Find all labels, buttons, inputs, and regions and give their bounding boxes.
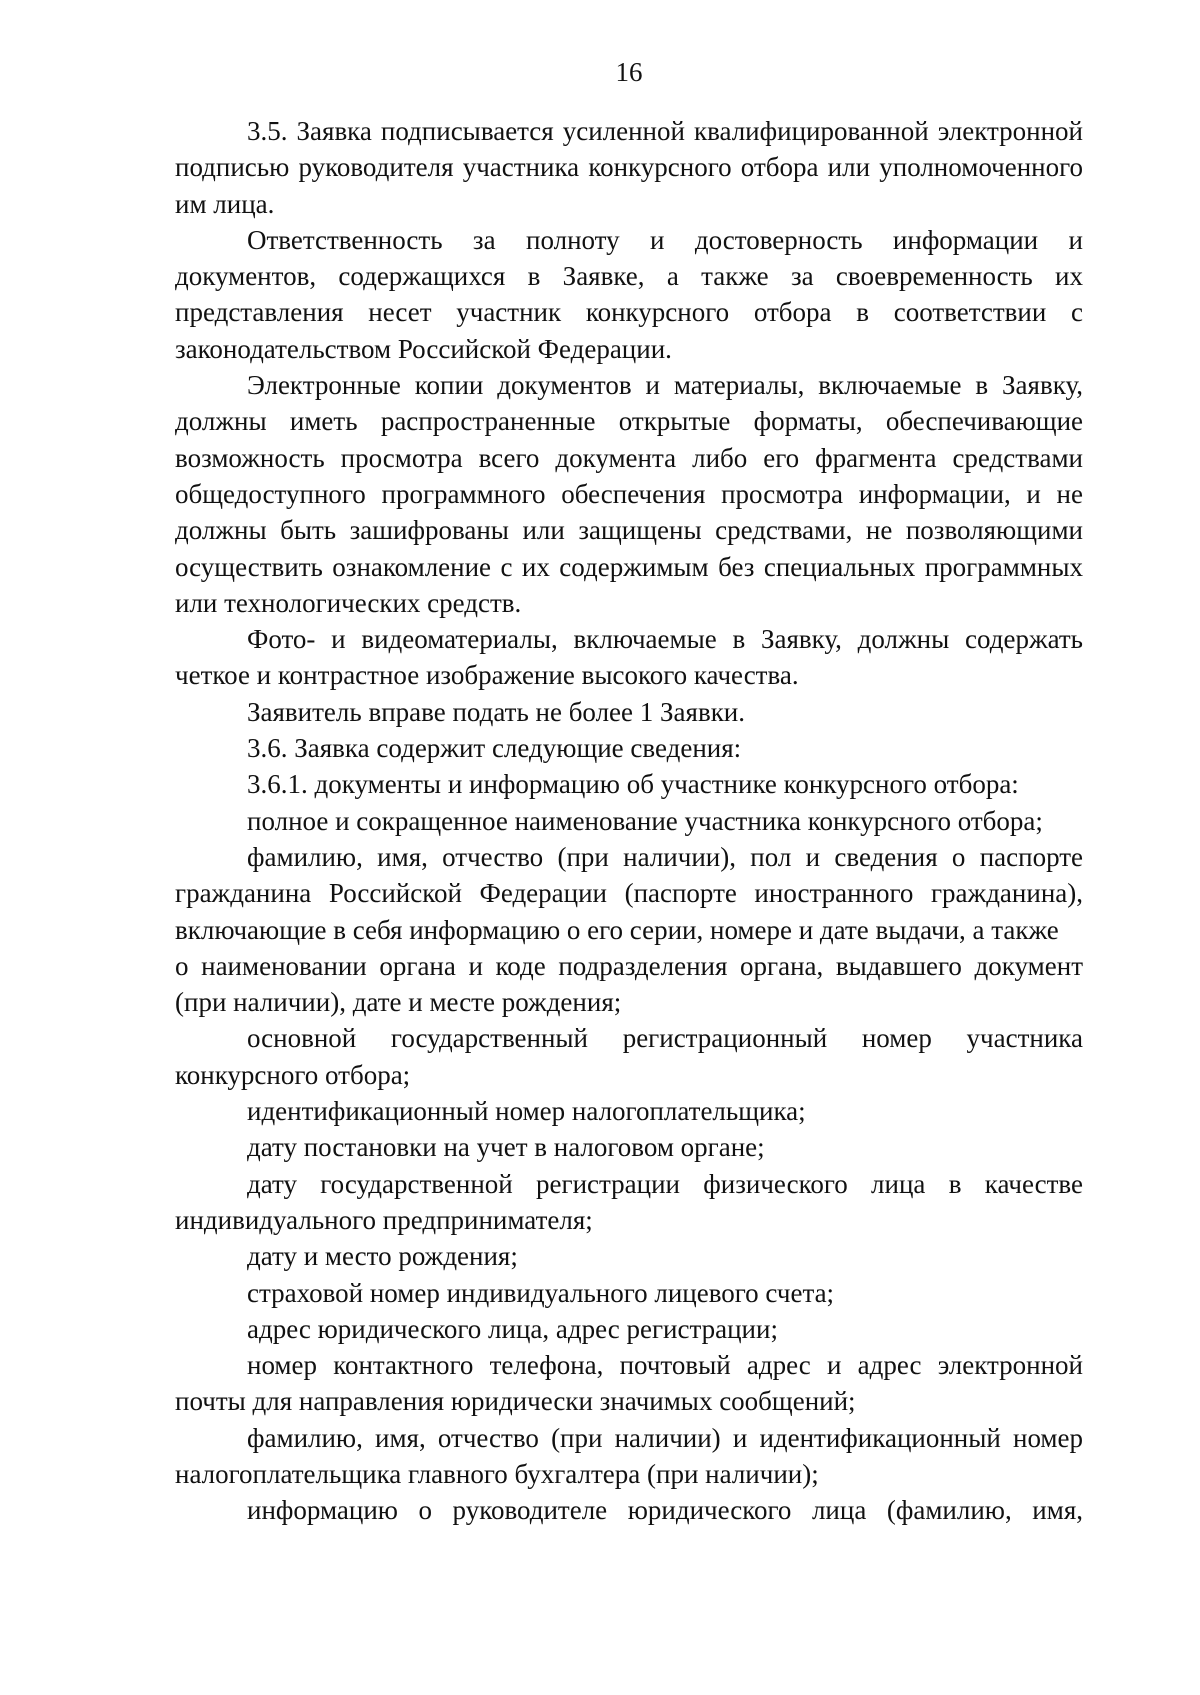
list-item-inn: идентификационный номер налогоплательщика;	[247, 1096, 806, 1127]
list-item-contacts: номер контактного телефона, почтовый адрес и адрес электронной почты для направления юридически значимых сообщений;	[175, 1350, 1083, 1417]
paragraph-3-6-1: 3.6.1. документы и информацию об участнике конкурсного отбора:	[247, 769, 1019, 800]
list-item-full-name: полное и сокращенное наименование участника конкурсного отбора;	[247, 805, 1043, 836]
paragraph-photo-video: Фото- и видеоматериалы, включаемые в Заявку, должны содержать четкое и контрастное изображение высокого качества.	[175, 624, 1083, 691]
list-item-address: адрес юридического лица, адрес регистрации;	[247, 1313, 778, 1344]
paragraph-3-5: 3.5. Заявка подписывается усиленной квалифицированной электронной подписью руководителя участника конкурсного отбора или уполномоченного им лица.	[175, 116, 1083, 219]
document-body	[175, 113, 1083, 1529]
list-item-passport-continued: о наименовании органа и коде подразделения органа, выдавшего документ (при наличии), дате и месте рождения;	[175, 950, 1083, 1018]
list-item-head-of-entity: информацию о руководителе юридического лица (фамилию, имя,	[247, 1495, 1083, 1526]
list-item-ip-registration-date: дату государственной регистрации физического лица в качестве индивидуального предпринимателя;	[175, 1168, 1083, 1235]
paragraph-responsibility: Ответственность за полноту и достоверность информации и документов, содержащихся в Заявке, а также за своевременность их представления несет участник конкурсного отбора в соответствии с законодательством Российской Федерации.	[175, 224, 1083, 364]
list-item-chief-accountant: фамилию, имя, отчество (при наличии) и идентификационный номер налогоплательщика главного бухгалтера (при наличии);	[175, 1422, 1083, 1489]
page-number: 16	[615, 57, 643, 87]
list-item-ogrn: основной государственный регистрационный номер участника конкурсного отбора;	[175, 1023, 1083, 1090]
list-item-snils: страховой номер индивидуального лицевого счета;	[247, 1277, 835, 1308]
paragraph-3-6: 3.6. Заявка содержит следующие сведения:	[247, 733, 742, 764]
paragraph-electronic-copies: Электронные копии документов и материалы, включаемые в Заявку, должны иметь распространенные открытые форматы, обеспечивающие возможность просмотра всего документа либо его фрагмента средствами общедоступного программного обеспечения просмотра информации, и не должны быть зашифрованы или защищены средствами, не позволяющими осуществить ознакомление с их содержимым без специальных программных или технологических средств.	[175, 370, 1083, 618]
paragraph-applicant-limit: Заявитель вправе подать не более 1 Заявки.	[247, 696, 746, 727]
list-item-passport: фамилию, имя, отчество (при наличии), пол и сведения о паспорте гражданина Российской Федерации (паспорте иностранного гражданина), включающие в себя информацию о его серии, номере и дате выдачи, а также	[175, 841, 1083, 945]
list-item-tax-registration-date: дату постановки на учет в налоговом органе;	[247, 1132, 765, 1163]
list-item-birth-date-place: дату и место рождения;	[247, 1241, 518, 1272]
